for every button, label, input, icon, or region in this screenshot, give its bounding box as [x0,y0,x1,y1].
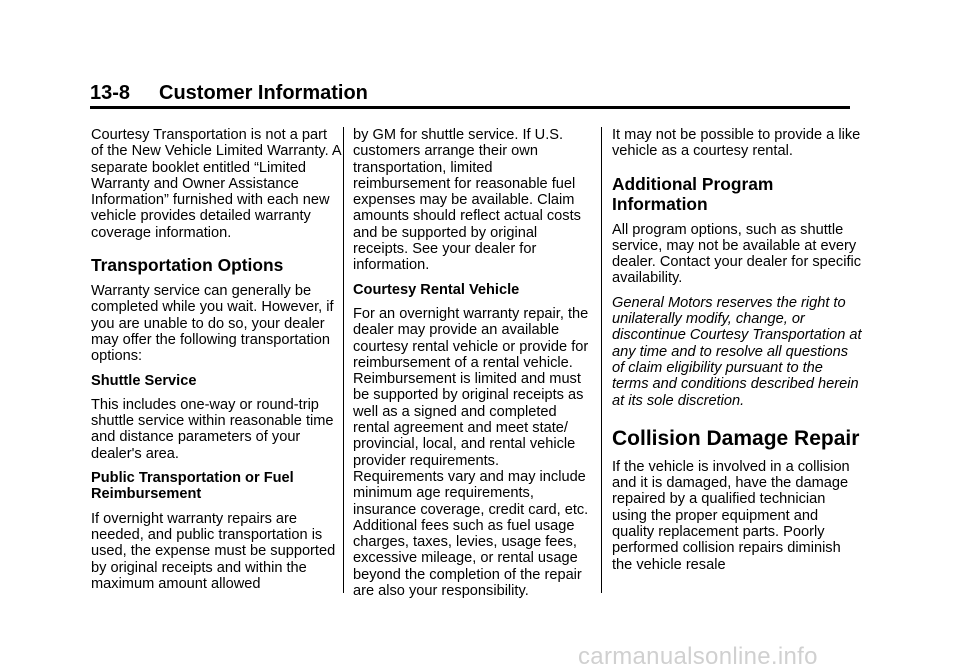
paragraph: All program options, such as shuttle service, may not be available at every dealer. Contact your dealer for specific availability. [612,221,862,287]
heading-additional-program-information: Additional Program Information [612,173,774,214]
subheading-shuttle-service: Shuttle Service [91,372,197,389]
paragraph: by GM for shuttle service. If U.S. customers arrange their own transportation, limited reimbursement for reasonable fuel expenses may be available. Claim amounts should reflect actual costs and be supported by original receipts. See your dealer for information. [353,127,581,274]
subheading-courtesy-rental: Courtesy Rental Vehicle [353,281,520,298]
column-divider [601,127,602,593]
page-number: 13-8 [90,82,131,104]
heading-collision-damage-repair: Collision Damage Repair [612,426,860,450]
paragraph: It may not be possible to provide a like vehicle as a courtesy rental. [612,127,861,160]
column-3 [612,127,862,581]
paragraph: If the vehicle is involved in a collision and it is damaged, have the damage repaired by a qualified technician using the proper equipment and quality replacement parts. Poorly performed collision repairs diminish the vehicle resale [612,458,850,573]
heading-transportation-options: Transportation Options [91,255,284,276]
column-divider [343,127,344,593]
watermark: carmanualsonline.info [578,643,818,670]
paragraph: Courtesy Transportation is not a part of the New Vehicle Limited Warranty. A separate booklet entitled “Limited Warranty and Owner Assistance Information” furnished with each new vehicle provides detailed warranty coverage information. [91,127,341,241]
page-header [90,80,850,109]
column-2 [353,127,593,607]
disclaimer-paragraph: General Motors reserves the right to unilaterally modify, change, or discontinue Courtesy Transportation at any time and to resolve all questions of claim eligibility pursuant to the terms and conditions described herein at its sole discretion. [612,294,862,409]
column-1 [91,127,343,600]
subheading-public-transportation: Public Transportation or Fuel Reimbursement [91,470,294,503]
paragraph: Warranty service can generally be completed while you wait. However, if you are unable to do so, your dealer may offer the following transportation options: [91,283,334,365]
paragraph: For an overnight warranty repair, the dealer may provide an available courtesy rental vehicle or provide for reimbursement of a rental vehicle. Reimbursement is limited and must be supported by original receipts as well as a signed and completed rental agreement and meet state/ provincial, local, and rental vehicle provider requirements. Requirements vary and may include minimum age requirements, insurance coverage, credit card, etc. Additional fees such as fuel usage charges, taxes, levies, usage fees, excessive mileage, or rental usage beyond the completion of the repair are also your responsibility. [353,305,589,600]
paragraph: This includes one-way or round-trip shuttle service within reasonable time and distance parameters of your dealer's area. [91,396,334,462]
paragraph: If overnight warranty repairs are needed, and public transportation is used, the expense must be supported by original receipts and within the maximum amount allowed [91,510,336,592]
section-title: Customer Information [159,82,368,104]
